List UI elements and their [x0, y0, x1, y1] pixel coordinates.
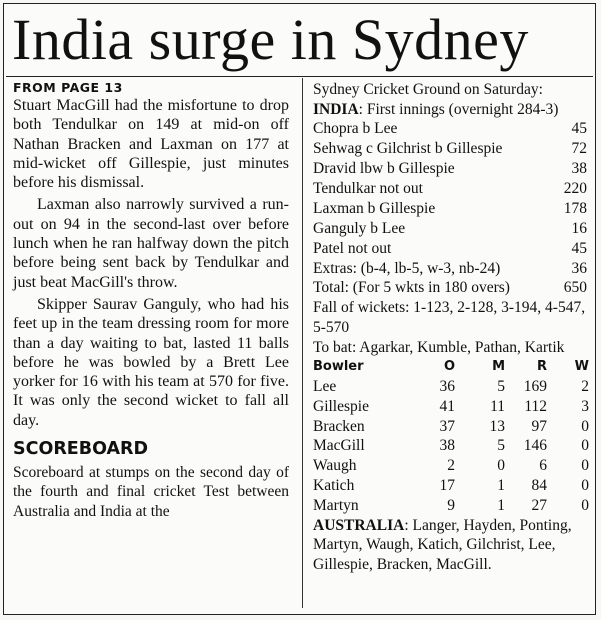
runs-header: R: [536, 359, 547, 375]
scoreboard-panel: [313, 80, 591, 574]
maidens: 13: [489, 417, 505, 435]
bowler-name: Martyn: [313, 496, 359, 514]
bowler-name: Bracken: [313, 417, 365, 435]
runs-conceded: 84: [531, 476, 547, 494]
runs-conceded: 6: [539, 457, 547, 475]
maidens: 0: [497, 457, 505, 475]
column-divider: [302, 78, 303, 608]
fall-of-wickets: Fall of wickets: 1-123, 2-128, 3-194, 4-547, 5-570: [313, 299, 586, 336]
india-label: INDIA: [313, 100, 359, 118]
overs: 36: [439, 377, 455, 395]
scoreboard-intro: Scoreboard at stumps on the second day of the fourth and final cricket Test between Australia and India at the: [13, 464, 289, 520]
bowling-row: [313, 456, 589, 476]
australia-players: : Langer, Hayden, Ponting, Martyn, Waugh, Katich, Gilchrist, Lee, Gillespie, Bracken, MacGill.: [313, 516, 572, 573]
overs: 37: [439, 417, 455, 435]
batsman: Patel not out: [313, 239, 392, 257]
overs: 9: [447, 496, 455, 514]
batting-row: [313, 139, 591, 159]
wickets: 0: [581, 496, 589, 514]
india-innings-heading: [313, 100, 591, 120]
maidens-header: M: [492, 359, 505, 375]
to-bat: To bat: Agarkar, Kumble, Pathan, Kartik: [313, 338, 565, 356]
overs: 38: [439, 437, 455, 455]
wickets: 0: [581, 437, 589, 455]
batting-row: [313, 239, 591, 259]
overs-header: O: [443, 359, 455, 375]
maidens: 5: [497, 377, 505, 395]
batting-row: [313, 159, 591, 179]
runs-conceded: 169: [523, 377, 547, 395]
extras-label: Extras: (b-4, lb-5, w-3, nb-24): [313, 259, 501, 277]
paragraph-2: Laxman also narrowly survived a run-out on 94 in the second-last over before lunch when he ran halfway down the pitch before being sent back by Tendulkar and just beat MacGill's throw.: [13, 196, 289, 291]
total-label: Total: (For 5 wkts in 180 overs): [313, 279, 510, 297]
overs: 2: [447, 457, 455, 475]
batting-card: [313, 119, 591, 298]
batsman: Ganguly b Lee: [313, 219, 406, 237]
bowling-row: [313, 496, 589, 516]
wickets: 0: [581, 457, 589, 475]
batting-row: [313, 119, 591, 139]
batsman: Chopra b Lee: [313, 120, 398, 138]
extras-row: [313, 259, 591, 279]
batting-row: [313, 219, 591, 239]
headline-rule: [6, 76, 593, 77]
runs: 45: [571, 120, 587, 138]
venue-line: Sydney Cricket Ground on Saturday:: [313, 81, 543, 98]
runs-conceded: 112: [524, 397, 547, 415]
extras-runs: 36: [571, 259, 587, 277]
wickets: 3: [581, 397, 589, 415]
runs: 16: [571, 219, 587, 237]
australia-label: AUSTRALIA: [313, 516, 405, 534]
maidens: 11: [490, 397, 505, 415]
overs: 41: [439, 397, 455, 415]
wickets: 2: [581, 377, 589, 395]
india-innings-text: : First innings (overnight 284-3): [358, 100, 559, 118]
from-page-label: FROM PAGE 13: [13, 80, 123, 95]
paragraph-1: Stuart MacGill had the misfortune to drop both Tendulkar on 149 at mid-on off Nathan Bracken and Laxman on 177 at mid-wicket off Gillespie, just minutes before his dismissal.: [13, 97, 289, 192]
bowling-row: [313, 436, 589, 456]
total-row: [313, 278, 591, 298]
scoreboard-heading: SCOREBOARD: [13, 439, 149, 460]
bowler-name: Katich: [313, 476, 355, 494]
bowling-row: [313, 476, 589, 496]
runs-conceded: 97: [531, 417, 547, 435]
maidens: 5: [497, 437, 505, 455]
bowler-name: Waugh: [313, 457, 357, 475]
runs: 45: [571, 239, 587, 257]
paragraph-3: Skipper Saurav Ganguly, who had his feet up in the team dressing room for more than a day waiting to bat, lasted 11 balls before he was bowled by a Brett Lee yorker for 16 with his team at 570 for five. It was only the second wicket to fall all day.: [13, 295, 289, 429]
maidens: 1: [497, 476, 505, 494]
batsman: Tendulkar not out: [313, 179, 423, 197]
bowling-header-row: [313, 357, 589, 377]
runs: 38: [571, 160, 587, 177]
batsman: Dravid lbw b Gillespie: [313, 160, 455, 177]
maidens: 1: [497, 496, 505, 514]
bowling-row: [313, 397, 589, 417]
bowler-name: Gillespie: [313, 397, 369, 415]
bowling-table: [313, 357, 589, 515]
batsman: Sehwag c Gilchrist b Gillespie: [313, 140, 503, 158]
bowling-row: [313, 377, 589, 397]
bowler-header: Bowler: [313, 359, 364, 375]
article-body: [13, 80, 289, 524]
wickets: 0: [581, 476, 589, 494]
runs-conceded: 146: [523, 437, 547, 455]
runs: 72: [571, 140, 587, 158]
batting-row: [313, 199, 591, 219]
batting-row: [313, 179, 591, 199]
total-runs: 650: [563, 279, 587, 297]
runs: 220: [563, 179, 587, 197]
bowler-name: Lee: [313, 377, 337, 395]
batsman: Laxman b Gillespie: [313, 199, 436, 217]
headline: India surge in Sydney: [12, 7, 529, 72]
runs: 178: [563, 199, 587, 217]
bowler-name: MacGill: [313, 437, 365, 455]
runs-conceded: 27: [531, 496, 547, 514]
australia-squad: [313, 516, 591, 575]
bowling-row: [313, 417, 589, 437]
wickets: 0: [581, 417, 589, 435]
overs: 17: [439, 476, 455, 494]
wickets-header: W: [574, 359, 589, 375]
